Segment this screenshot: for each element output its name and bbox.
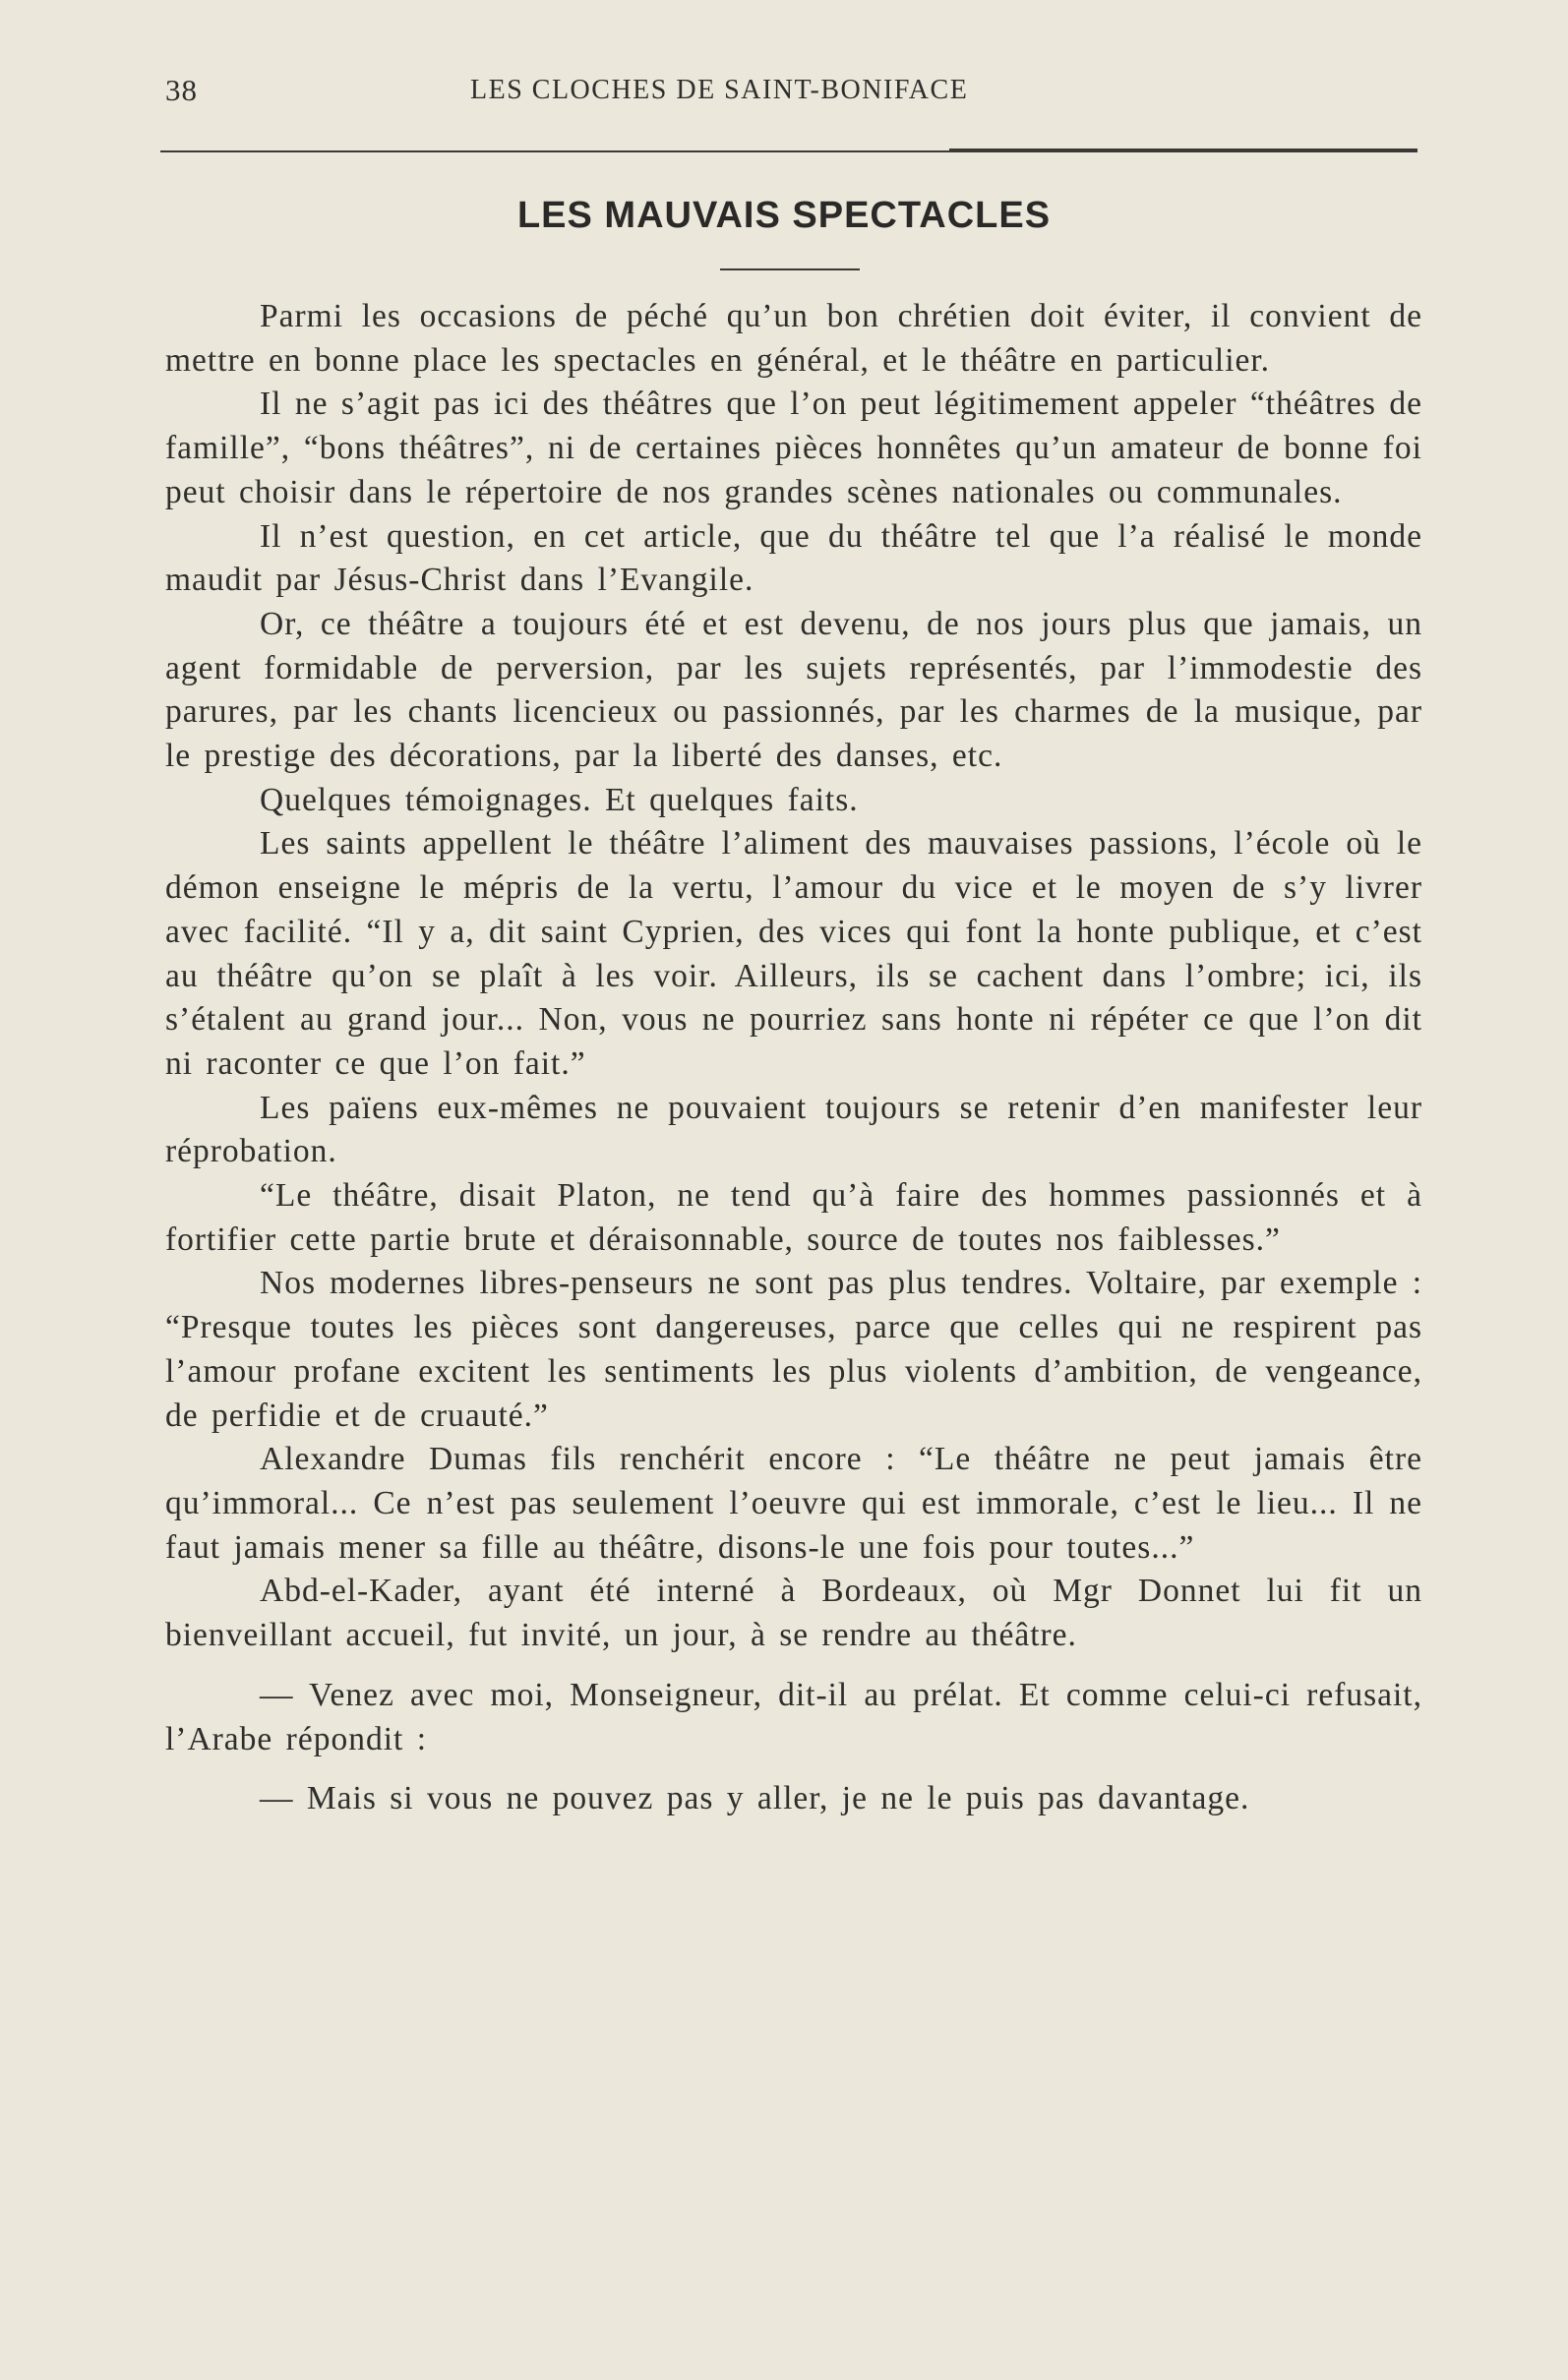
page-number: 38 bbox=[165, 73, 198, 107]
running-head bbox=[0, 73, 1568, 112]
paragraph: Alexandre Dumas fils renchérit encore : “Le théâtre ne peut jamais être qu’immoral... Ce n’est pas seulement l’oeuvre qui est immorale, c’est le lieu... Il ne faut jamais mener sa fille au théâtre, disons-le une fois pour toutes...” bbox=[165, 1441, 1422, 1566]
paragraph: Les païens eux-mêmes ne pouvaient toujours se retenir d’en manifester leur réprobation. bbox=[165, 1089, 1422, 1170]
paragraph: Quelques témoignages. Et quelques faits. bbox=[260, 781, 859, 818]
article-title: LES MAUVAIS SPECTACLES bbox=[516, 195, 1052, 236]
paragraph: Parmi les occasions de péché qu’un bon chrétien doit éviter, il convient de mettre en bonne place les spectacles en général, et le théâtre en particulier. bbox=[165, 298, 1422, 379]
paragraph: Nos modernes libres-penseurs ne sont pas plus tendres. Voltaire, par exemple : “Presque toutes les pièces sont dangereuses, parce que celles qui ne respirent pas l’amour profane excitent les sentiments les plus violents d’ambition, de vengeance, de perfidie et de cruauté.” bbox=[165, 1265, 1422, 1434]
article-body bbox=[165, 295, 1422, 1821]
paragraph: Abd-el-Kader, ayant été interné à Bordeaux, où Mgr Donnet lui fit un bienveillant accueil, fut invité, un jour, à se rendre au théâtre. bbox=[165, 1573, 1422, 1654]
title-divider bbox=[720, 268, 860, 270]
paragraph: Il n’est question, en cet article, que du théâtre tel que l’a réalisé le monde maudit par Jésus-Christ dans l’Evangile. bbox=[165, 517, 1422, 599]
paragraph: Les saints appellent le théâtre l’aliment des mauvaises passions, l’école où le démon enseigne le mépris de la vertu, l’amour du vice et le moyen de s’y livrer avec facilité. “Il y a, dit saint Cyprien, des vices qui font la honte publique, et c’est au théâtre qu’on se plaît à les voir. Ailleurs, ils se cachent dans l’ombre; ici, ils s’étalent au grand jour... Non, vous ne pourriez sans honte ni répéter ce que l’on dit ni raconter ce que l’on fait.” bbox=[165, 825, 1422, 1082]
paragraph: “Le théâtre, disait Platon, ne tend qu’à faire des hommes passionnés et à fortifier cette partie brute et déraisonnable, source de toutes nos faiblesses.” bbox=[165, 1177, 1422, 1258]
dialogue-paragraph: — Mais si vous ne pouvez pas y aller, je ne le puis pas davantage. bbox=[260, 1780, 1250, 1817]
paragraph: Il ne s’agit pas ici des théâtres que l’on peut légitimement appeler “théâtres de famille”, “bons théâtres”, ni de certaines pièces honnêtes qu’un amateur de bonne foi peut choisir dans le répertoire de nos grandes scènes nationales ou communales. bbox=[165, 386, 1422, 510]
dialogue-paragraph: — Venez avec moi, Monseigneur, dit-il au prélat. Et comme celui-ci refusait, l’Arabe répondit : bbox=[165, 1676, 1422, 1757]
journal-title: LES CLOCHES DE SAINT-BONIFACE bbox=[470, 75, 969, 105]
header-divider-thick bbox=[949, 149, 1417, 152]
paragraph: Or, ce théâtre a toujours été et est devenu, de nos jours plus que jamais, un agent formidable de perversion, par les sujets représentés, par l’immodestie des parures, par les chants licencieux ou passionnés, par les charmes de la musique, par le prestige des décorations, par la liberté des danses, etc. bbox=[165, 605, 1422, 775]
